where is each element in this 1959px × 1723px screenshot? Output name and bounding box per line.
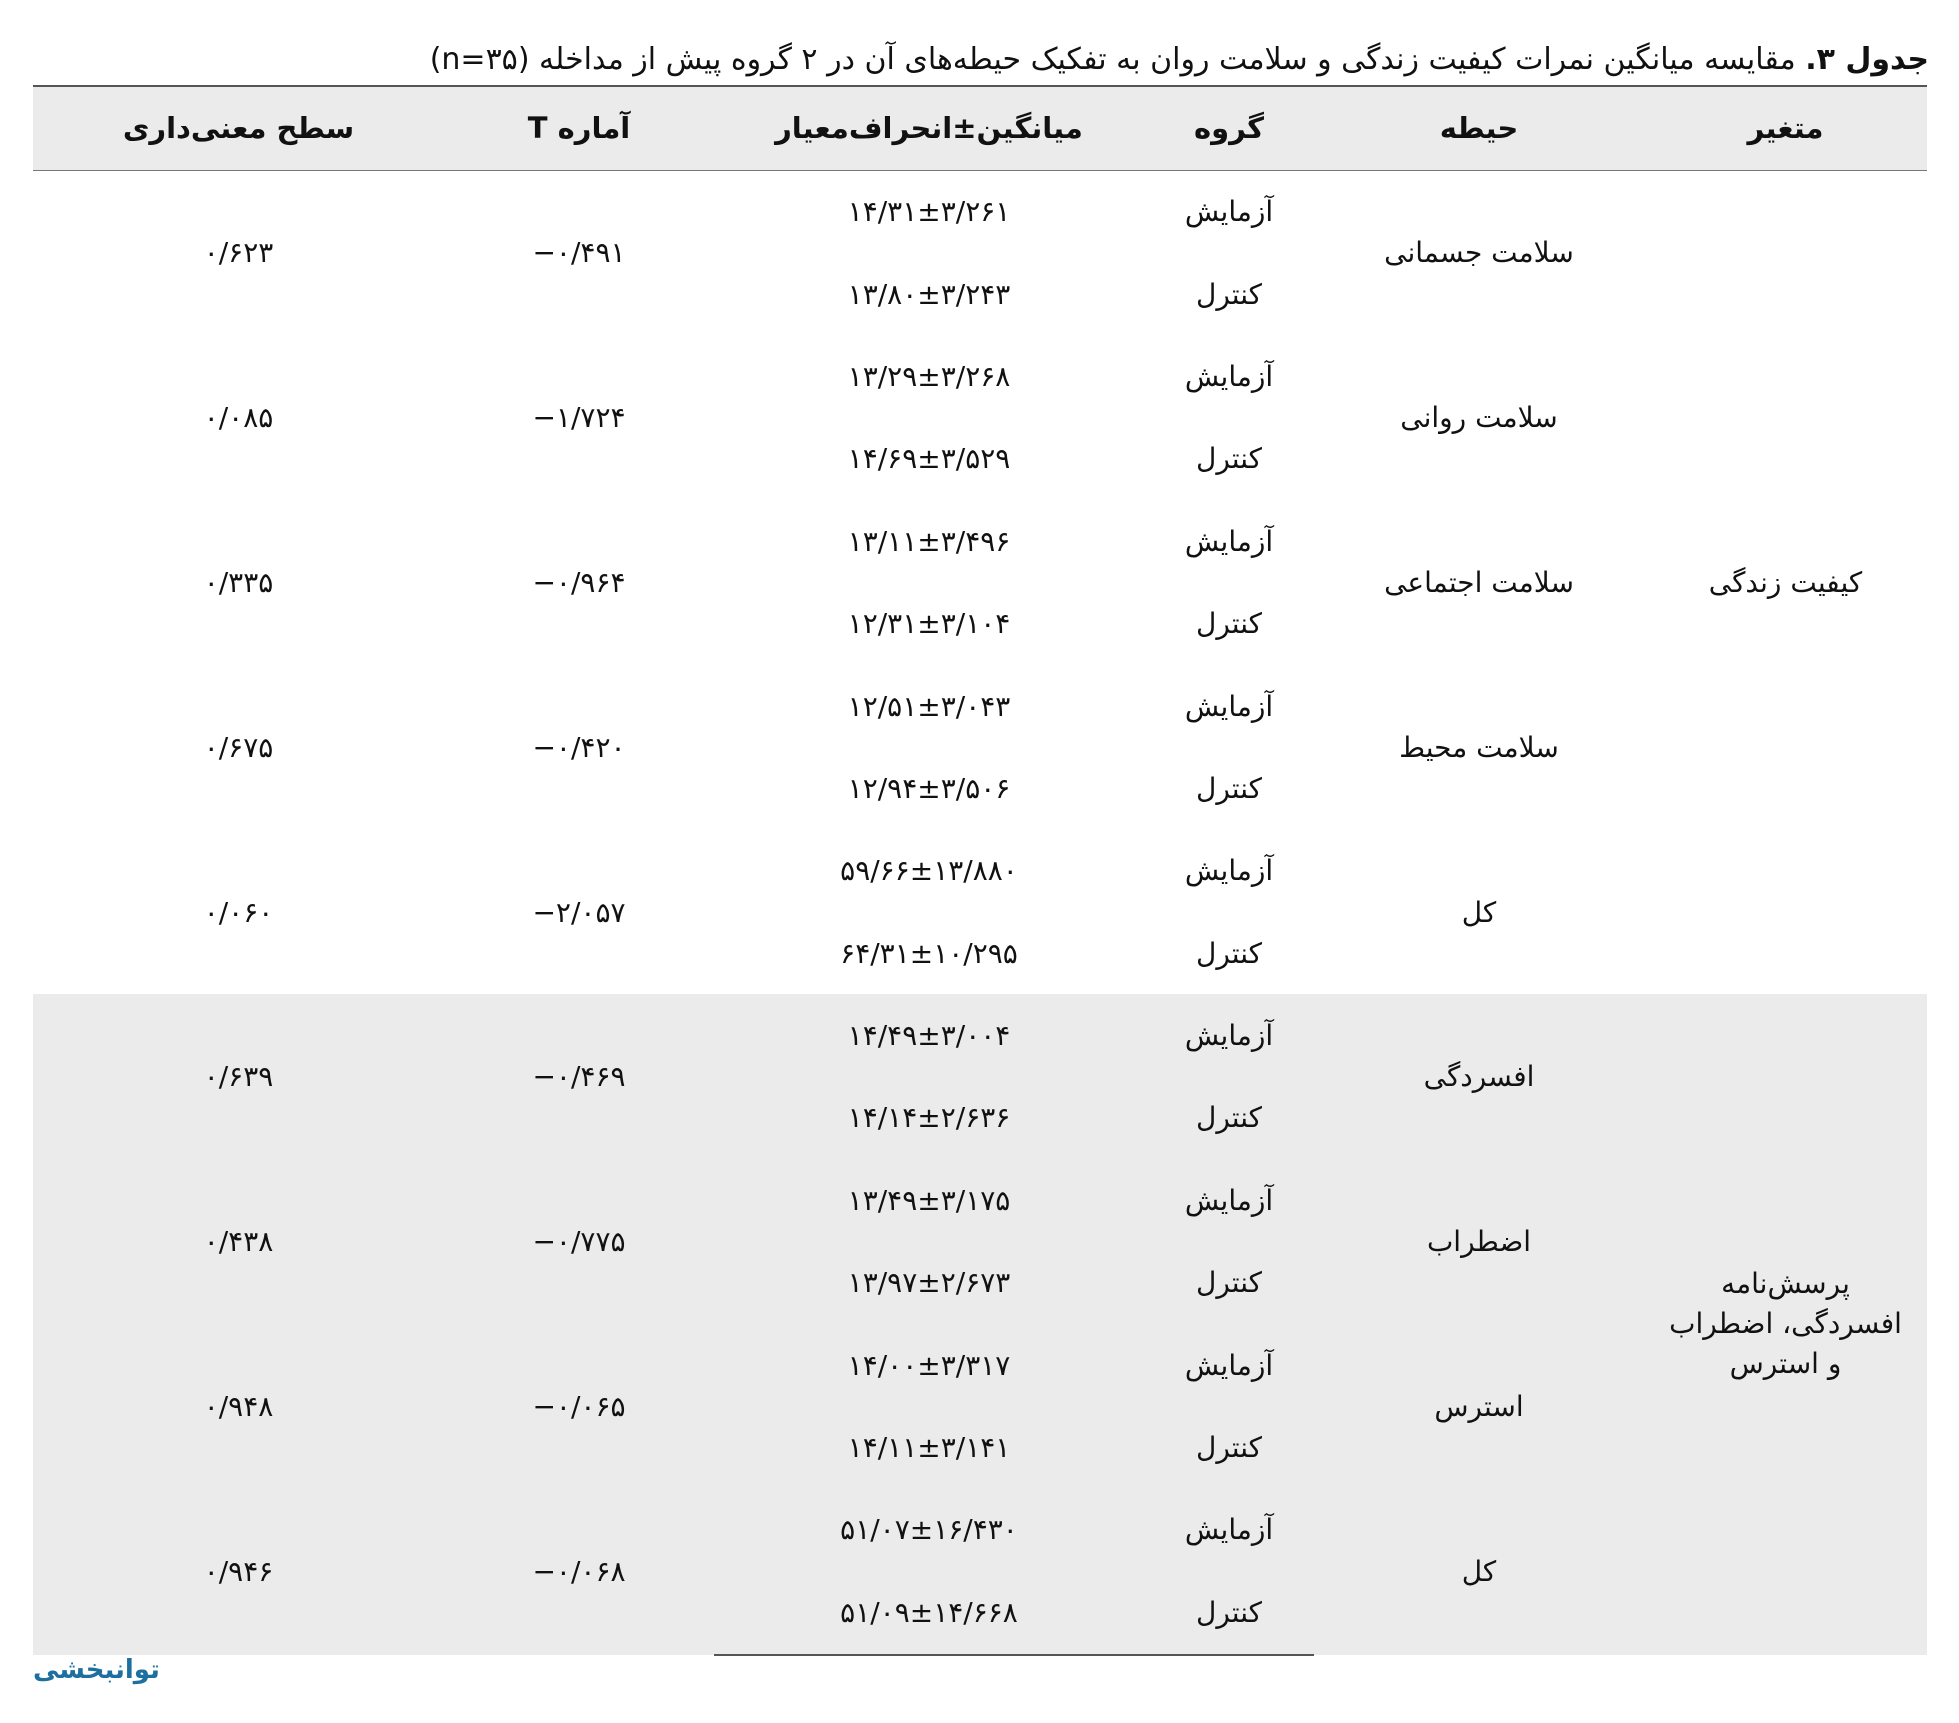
mean-sd-cell: ۱۴/۱۱±۳/۱۴۱ [714, 1406, 1144, 1488]
group-cell: آزمایش [1144, 1159, 1314, 1241]
t-stat-cell: −۲/۰۵۷ [532, 895, 626, 929]
group-cell: کنترل [1195, 936, 1263, 970]
results-table [33, 85, 1927, 1656]
group-cell: آزمایش [1184, 524, 1274, 558]
domain-cell: سلامت جسمانی [1384, 236, 1574, 270]
domain-cell: سلامت روانی [1400, 401, 1558, 435]
significance-cell: ۰/۰۶۰ [203, 895, 274, 929]
mean-sd-cell: ۱۳/۹۷±۲/۶۷۳ [714, 1242, 1144, 1324]
significance-cell: ۰/۰۸۵ [203, 401, 274, 435]
table-row [33, 1159, 1927, 1241]
significance-cell: ۰/۹۴۶ [33, 1489, 444, 1655]
mean-sd-cell: ۱۳/۸۰±۳/۲۴۳ [847, 277, 1011, 311]
mean-sd-cell: ۵۱/۰۷±۱۶/۴۳۰ [714, 1489, 1144, 1571]
mean-sd-cell: ۵۹/۶۶±۱۳/۸۸۰ [840, 854, 1018, 888]
mean-sd-cell: ۱۴/۶۹±۳/۵۲۹ [847, 442, 1011, 476]
t-stat-cell: −۱/۷۲۴ [532, 401, 626, 435]
group-cell: کنترل [1144, 1571, 1314, 1654]
group-cell: آزمایش [1184, 195, 1274, 229]
variable-cell: کیفیت زندگی [1708, 565, 1863, 599]
significance-cell: ۰/۴۳۸ [33, 1159, 444, 1324]
table-row [33, 830, 1927, 912]
significance-cell: ۰/۶۳۹ [33, 994, 444, 1159]
mean-sd-cell: ۶۴/۳۱±۱۰/۲۹۵ [840, 936, 1018, 970]
table-row [33, 1489, 1927, 1571]
domain-cell: افسردگی [1314, 994, 1644, 1159]
significance-cell: ۰/۹۴۸ [33, 1324, 444, 1489]
mean-sd-cell: ۱۴/۱۴±۲/۶۳۶ [714, 1077, 1144, 1159]
caption-label: جدول ۳. [1805, 42, 1929, 77]
header-row [33, 86, 1927, 170]
domain-cell: کل [1314, 1489, 1644, 1655]
header-variable: متغیر [1644, 86, 1927, 170]
mean-sd-cell: ۱۴/۳۱±۳/۲۶۱ [847, 195, 1011, 229]
mean-sd-cell: ۱۳/۲۹±۳/۲۶۸ [847, 359, 1011, 393]
t-stat-cell: −۰/۴۶۹ [444, 994, 714, 1159]
mean-sd-cell: ۱۴/۴۹±۳/۰۰۴ [714, 994, 1144, 1076]
table-row [33, 170, 1927, 253]
header-significance: سطح معنی‌داری [33, 86, 444, 170]
header-mean-sd: میانگین±انحراف‌معیار [714, 86, 1144, 170]
group-cell: آزمایش [1144, 1324, 1314, 1406]
significance-cell: ۰/۶۲۳ [203, 236, 274, 270]
significance-cell: ۰/۶۷۵ [203, 730, 274, 764]
group-cell: کنترل [1144, 1077, 1314, 1159]
variable-cell: پرسش‌نامه افسردگی، اضطراب و استرس [1644, 994, 1927, 1654]
header-group: گروه [1144, 86, 1314, 170]
mean-sd-cell: ۱۳/۴۹±۳/۱۷۵ [714, 1159, 1144, 1241]
group-cell: کنترل [1195, 771, 1263, 805]
mean-sd-cell: ۱۲/۵۱±۳/۰۴۳ [847, 689, 1011, 723]
t-stat-cell: −۰/۰۶۸ [444, 1489, 714, 1655]
mean-sd-cell: ۱۲/۳۱±۳/۱۰۴ [847, 607, 1011, 641]
significance-cell: ۰/۳۳۵ [203, 565, 274, 599]
group-cell: کنترل [1195, 277, 1263, 311]
table-row [33, 335, 1927, 417]
t-stat-cell: −۰/۴۲۰ [532, 730, 626, 764]
group-cell: آزمایش [1144, 994, 1314, 1076]
t-stat-cell: −۰/۰۶۵ [444, 1324, 714, 1489]
group-cell: کنترل [1144, 1242, 1314, 1324]
domain-cell: اضطراب [1314, 1159, 1644, 1324]
group-cell: آزمایش [1184, 359, 1274, 393]
group-cell: کنترل [1195, 442, 1263, 476]
table-row [33, 665, 1927, 747]
table-row [33, 994, 1927, 1076]
domain-cell: کل [1461, 895, 1497, 929]
journal-logo: توانبخشی [33, 1655, 160, 1685]
group-cell: آزمایش [1184, 689, 1274, 723]
mean-sd-cell: ۵۱/۰۹±۱۴/۶۶۸ [714, 1571, 1144, 1654]
mean-sd-cell: ۱۳/۱۱±۳/۴۹۶ [847, 524, 1011, 558]
group-cell: کنترل [1195, 607, 1263, 641]
t-stat-cell: −۰/۷۷۵ [444, 1159, 714, 1324]
t-stat-cell: −۰/۴۹۱ [532, 236, 626, 270]
header-t-stat: آماره T [444, 86, 714, 170]
t-stat-cell: −۰/۹۶۴ [532, 565, 626, 599]
table-row [33, 500, 1927, 582]
group-cell: آزمایش [1144, 1489, 1314, 1571]
domain-cell: استرس [1314, 1324, 1644, 1489]
group-cell: آزمایش [1184, 854, 1274, 888]
mean-sd-cell: ۱۲/۹۴±۳/۵۰۶ [847, 771, 1011, 805]
group-cell: کنترل [1144, 1406, 1314, 1488]
table-caption [30, 38, 1929, 82]
table-row [33, 1324, 1927, 1406]
domain-cell: سلامت اجتماعی [1384, 565, 1574, 599]
mean-sd-cell: ۱۴/۰۰±۳/۳۱۷ [714, 1324, 1144, 1406]
domain-cell: سلامت محیط [1399, 730, 1559, 764]
caption-text: مقایسه میانگین نمرات کیفیت زندگی و سلامت روان به تفکیک حیطه‌های آن در ۲ گروه پیش از مداخله (n=۳۵) [429, 42, 1806, 77]
header-domain: حیطه [1314, 86, 1644, 170]
